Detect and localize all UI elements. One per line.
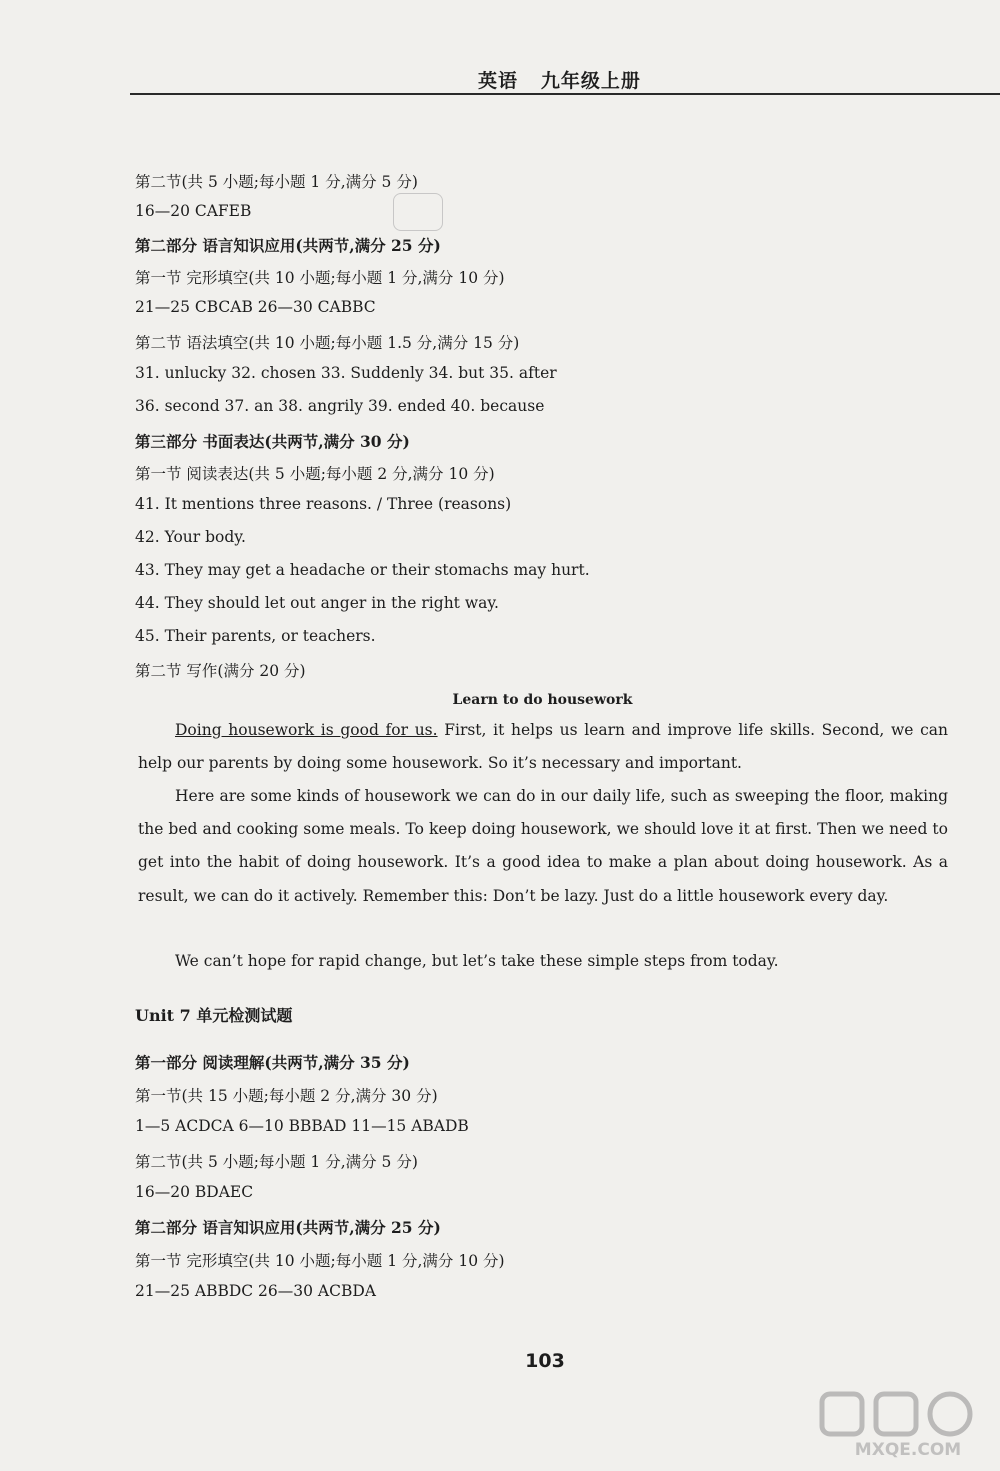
part-heading: 第一部分 阅读理解(共两节,满分 35 分) — [135, 1053, 410, 1072]
page-number: 103 — [525, 1350, 565, 1372]
answer-line: 31. unlucky 32. chosen 33. Suddenly 34. but 35. after — [135, 364, 557, 382]
unit-title: Unit 7 单元检测试题 — [135, 1006, 293, 1025]
stamp-mark — [393, 193, 443, 231]
section-heading: 第一节 完形填空(共 10 小题;每小题 1 分,满分 10 分) — [135, 1252, 505, 1270]
answer-line: 21—25 CBCAB 26—30 CABBC — [135, 298, 376, 316]
book-title: 英语 九年级上册 — [478, 70, 641, 92]
watermark-logo — [818, 1388, 978, 1468]
watermark-mark-icon — [818, 1388, 978, 1440]
essay-paragraph-1 — [138, 714, 948, 780]
answer-line: 42. Your body. — [135, 528, 246, 546]
section-heading: 第一节 完形填空(共 10 小题;每小题 1 分,满分 10 分) — [135, 269, 505, 287]
section-heading: 第二节 写作(满分 20 分) — [135, 662, 306, 680]
page-header — [0, 60, 1000, 100]
answer-line: 43. They may get a headache or their stomachs may hurt. — [135, 561, 590, 579]
essay-title: Learn to do housework — [452, 692, 633, 708]
answer-line: 41. It mentions three reasons. / Three (reasons) — [135, 495, 512, 513]
part-heading: 第二部分 语言知识应用(共两节,满分 25 分) — [135, 236, 441, 255]
answer-line: 16—20 CAFEB — [135, 202, 252, 220]
header-rule — [130, 93, 1000, 95]
watermark-site: MXQE.COM — [854, 1440, 962, 1460]
part-heading: 第二部分 语言知识应用(共两节,满分 25 分) — [135, 1218, 441, 1237]
section-heading: 第一节 阅读表达(共 5 小题;每小题 2 分,满分 10 分) — [135, 465, 495, 483]
part-heading: 第三部分 书面表达(共两节,满分 30 分) — [135, 432, 410, 451]
answer-line: 16—20 BDAEC — [135, 1183, 254, 1201]
section-heading: 第一节(共 15 小题;每小题 2 分,满分 30 分) — [135, 1087, 438, 1105]
section-heading: 第二节(共 5 小题;每小题 1 分,满分 5 分) — [135, 173, 418, 191]
answer-line: 45. Their parents, or teachers. — [135, 627, 376, 645]
section-heading: 第二节 语法填空(共 10 小题;每小题 1.5 分,满分 15 分) — [135, 334, 520, 352]
essay-topic-sentence: Doing housework is good for us. — [175, 721, 438, 739]
essay-paragraph-3: We can’t hope for rapid change, but let’s take these simple steps from today. — [175, 952, 779, 970]
essay-paragraph-1-rest: First, it helps us learn and improve life skills. Second, we can help our parents by doing some housework. So it’s necessary and important. — [138, 721, 949, 773]
essay-paragraph-2: Here are some kinds of housework we can do in our daily life, such as sweeping the floor, making the bed and cooking some meals. To keep doing housework, we should love it at first. Then we need to get into the habit of doing housework. It’s a good idea to make a plan about doing housework. As a result, we can do it actively. Remember this: Don’t be lazy. Just do a little housework every day. — [138, 787, 948, 905]
section-heading: 第二节(共 5 小题;每小题 1 分,满分 5 分) — [135, 1153, 418, 1171]
answer-line: 36. second 37. an 38. angrily 39. ended 40. because — [135, 397, 545, 415]
answer-line: 21—25 ABBDC 26—30 ACBDA — [135, 1282, 376, 1300]
answer-line: 44. They should let out anger in the right way. — [135, 594, 499, 612]
answer-line: 1—5 ACDCA 6—10 BBBAD 11—15 ABADB — [135, 1117, 469, 1135]
